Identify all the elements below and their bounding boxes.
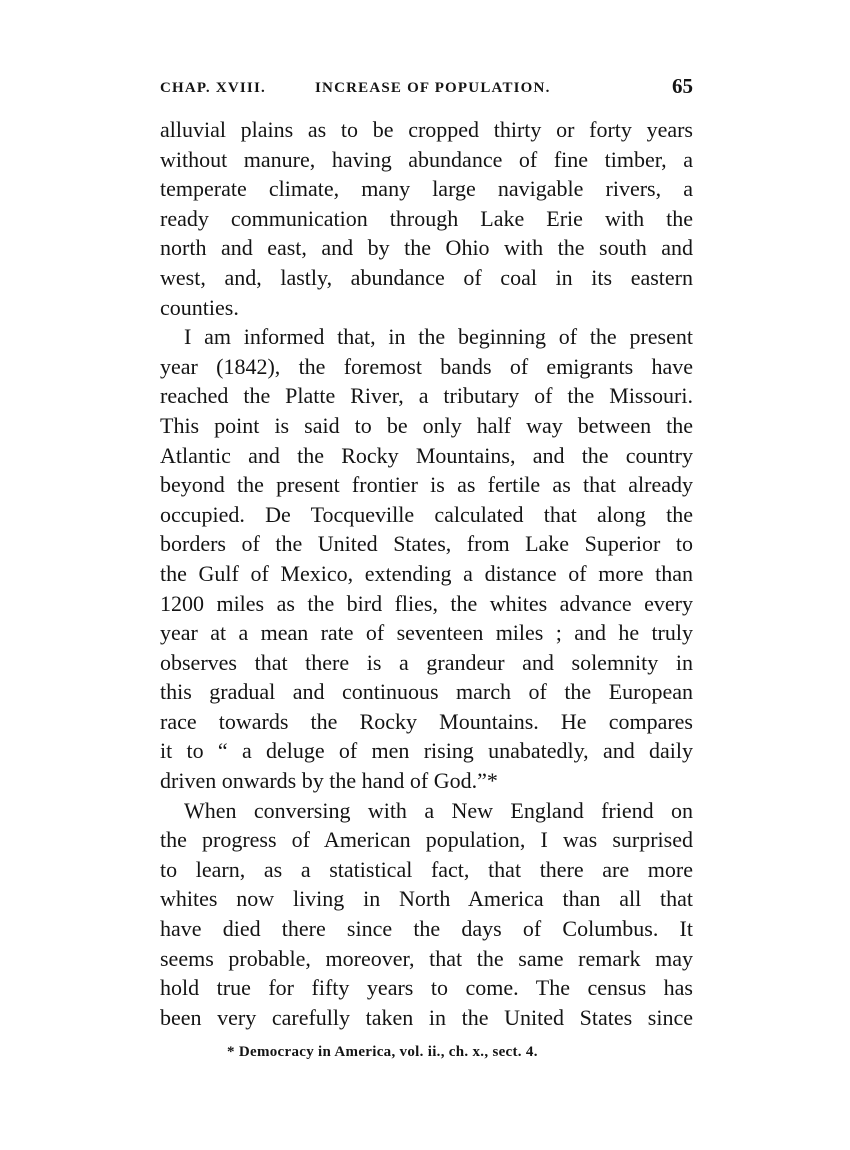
- text-line: beyond the present frontier is as fertile as that already: [160, 472, 693, 498]
- text-line: driven onwards by the hand of God.”*: [160, 768, 498, 794]
- text-line: 1200 miles as the bird flies, the whites advance every: [160, 590, 693, 616]
- running-header: [160, 74, 693, 102]
- body-text: [160, 115, 693, 1032]
- footnote: * Democracy in America, vol. ii., ch. x., sect. 4.: [227, 1044, 538, 1060]
- running-title: INCREASE OF POPULATION.: [315, 80, 551, 96]
- text-line: reached the Platte River, a tributary of the Missouri.: [160, 383, 693, 409]
- text-line: without manure, having abundance of fine timber, a: [160, 146, 693, 172]
- text-line: this gradual and continuous march of the European: [160, 679, 693, 705]
- text-line: Atlantic and the Rocky Mountains, and the country: [160, 442, 693, 468]
- text-line: borders of the United States, from Lake Superior to: [160, 531, 693, 557]
- text-line: ready communication through Lake Erie with the: [160, 205, 693, 231]
- text-line: the progress of American population, I was surprised: [160, 827, 693, 853]
- text-line: the Gulf of Mexico, extending a distance of more than: [160, 560, 693, 586]
- page-number: 65: [672, 74, 693, 98]
- text-line: whites now living in North America than all that: [160, 886, 693, 912]
- text-line: to learn, as a statistical fact, that there are more: [160, 856, 693, 882]
- text-line: race towards the Rocky Mountains. He compares: [160, 708, 693, 734]
- text-line: been very carefully taken in the United States since: [160, 1004, 693, 1030]
- chapter-label: CHAP. XVIII.: [160, 80, 266, 96]
- text-line: it to “ a deluge of men rising unabatedly, and daily: [160, 738, 693, 764]
- text-line: This point is said to be only half way between the: [160, 412, 693, 438]
- text-line: west, and, lastly, abundance of coal in its eastern: [160, 264, 693, 290]
- text-line: counties.: [160, 294, 239, 320]
- text-line: year at a mean rate of seventeen miles ; and he truly: [160, 620, 693, 646]
- text-line: seems probable, moreover, that the same remark may: [160, 945, 693, 971]
- text-line: temperate climate, many large navigable rivers, a: [160, 176, 693, 202]
- text-line: north and east, and by the Ohio with the south and: [160, 235, 693, 261]
- text-line: occupied. De Tocqueville calculated that along the: [160, 501, 693, 527]
- paragraph-start-line: When conversing with a New England friend on: [184, 797, 693, 823]
- text-line: alluvial plains as to be cropped thirty or forty years: [160, 117, 693, 142]
- text-line: year (1842), the foremost bands of emigrants have: [160, 353, 693, 379]
- text-line: have died there since the days of Columbus. It: [160, 916, 693, 942]
- text-line: observes that there is a grandeur and solemnity in: [160, 649, 693, 675]
- paragraph-start-line: I am informed that, in the beginning of the present: [184, 324, 693, 350]
- text-line: hold true for fifty years to come. The census has: [160, 975, 693, 1001]
